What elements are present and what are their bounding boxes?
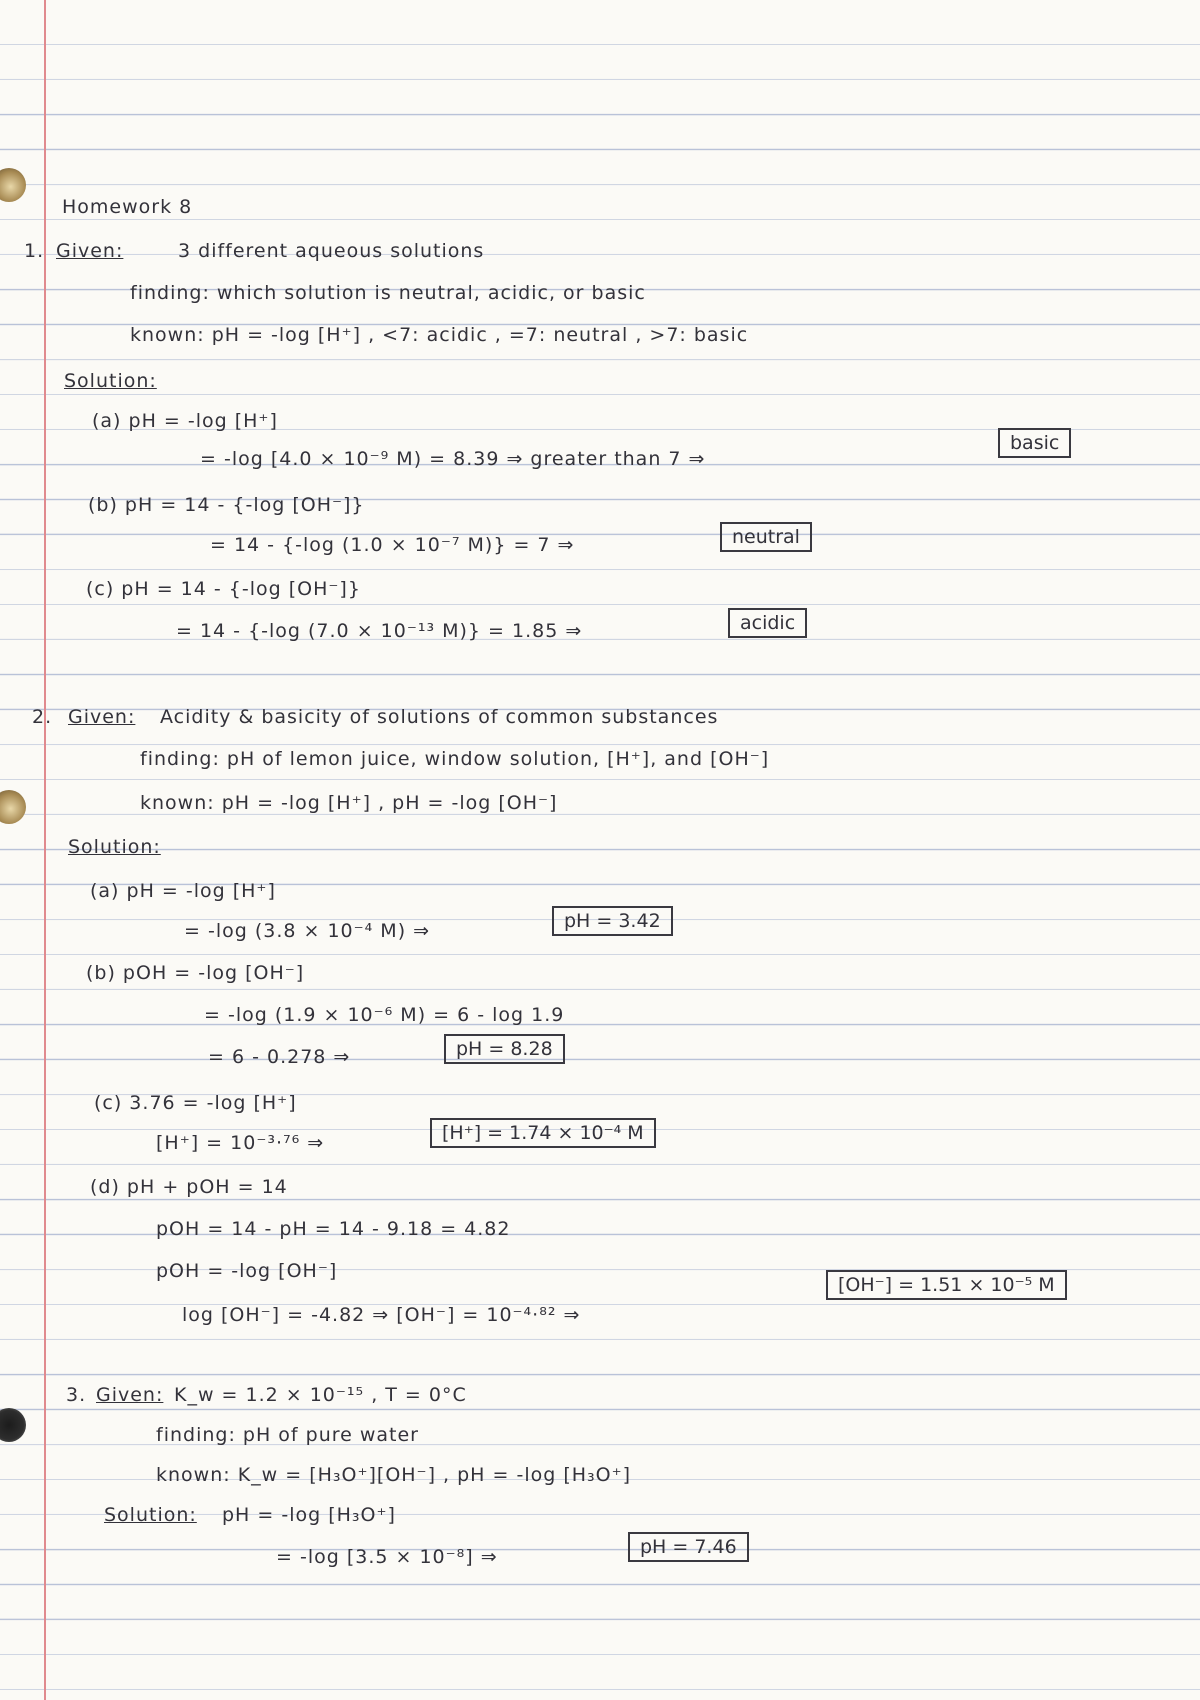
problem-2-answer-b: pH = 8.28 [444, 1034, 565, 1064]
problem-3-line-2: = -log [3.5 × 10⁻⁸] ⇒ [276, 1546, 498, 1568]
problem-2-line-c1: (c) 3.76 = -log [H⁺] [94, 1092, 297, 1114]
problem-1-given: 3 different aqueous solutions [178, 240, 485, 262]
problem-1-line-c2: = 14 - {-log (7.0 × 10⁻¹³ M)} = 1.85 ⇒ [176, 620, 583, 642]
problem-2-line-b2: = -log (1.9 × 10⁻⁶ M) = 6 - log 1.9 [204, 1004, 565, 1026]
problem-2-line-c2: [H⁺] = 10⁻³·⁷⁶ ⇒ [156, 1132, 325, 1154]
problem-1-answer-b: neutral [720, 522, 812, 552]
problem-2-line-b3: = 6 - 0.278 ⇒ [208, 1046, 351, 1068]
problem-2-solution-label: Solution: [68, 836, 161, 858]
problem-1-answer-c: acidic [728, 608, 807, 638]
problem-2-answer-a: pH = 3.42 [552, 906, 673, 936]
problem-2-line-d4: log [OH⁻] = -4.82 ⇒ [OH⁻] = 10⁻⁴·⁸² ⇒ [182, 1304, 581, 1326]
problem-1-line-b2: = 14 - {-log (1.0 × 10⁻⁷ M)} = 7 ⇒ [210, 534, 575, 556]
problem-3-given-label: Given: [96, 1384, 164, 1406]
binder-hole [0, 790, 26, 824]
problem-2-line-a1: (a) pH = -log [H⁺] [90, 880, 276, 902]
problem-2-line-d1: (d) pH + pOH = 14 [90, 1176, 288, 1198]
problem-2-line-d3: pOH = -log [OH⁻] [156, 1260, 338, 1282]
problem-2-line-a2: = -log (3.8 × 10⁻⁴ M) ⇒ [184, 920, 431, 942]
problem-2-known: known: pH = -log [H⁺] , pH = -log [OH⁻] [140, 792, 558, 814]
problem-2-given-label: Given: [68, 706, 136, 728]
margin-line [44, 0, 46, 1700]
problem-1-given-label: Given: [56, 240, 124, 262]
problem-2-answer-c: [H⁺] = 1.74 × 10⁻⁴ M [430, 1118, 656, 1148]
problem-3-answer: pH = 7.46 [628, 1532, 749, 1562]
page-title: Homework 8 [62, 196, 193, 218]
problem-2-given: Acidity & basicity of solutions of common substances [160, 706, 719, 728]
problem-1-number: 1. [24, 240, 45, 262]
problem-1-finding: finding: which solution is neutral, acidic, or basic [130, 282, 646, 304]
problem-3-finding: finding: pH of pure water [156, 1424, 419, 1446]
problem-2-finding: finding: pH of lemon juice, window solution, [H⁺], and [OH⁻] [140, 748, 770, 770]
problem-3-number: 3. [66, 1384, 87, 1406]
binder-hole [0, 1408, 26, 1442]
problem-2-number: 2. [32, 706, 53, 728]
problem-3-line-1: pH = -log [H₃O⁺] [222, 1504, 396, 1526]
problem-2-line-b1: (b) pOH = -log [OH⁻] [86, 962, 305, 984]
problem-1-line-a1: (a) pH = -log [H⁺] [92, 410, 278, 432]
problem-3-known: known: K_w = [H₃O⁺][OH⁻] , pH = -log [H₃O⁺] [156, 1464, 632, 1486]
problem-1-solution-label: Solution: [64, 370, 157, 392]
problem-1-answer-a: basic [998, 428, 1071, 458]
problem-2-line-d2: pOH = 14 - pH = 14 - 9.18 = 4.82 [156, 1218, 511, 1240]
problem-3-given: K_w = 1.2 × 10⁻¹⁵ , T = 0°C [174, 1384, 467, 1406]
problem-1-known: known: pH = -log [H⁺] , <7: acidic , =7: neutral , >7: basic [130, 324, 749, 346]
problem-1-line-a2: = -log [4.0 × 10⁻⁹ M) = 8.39 ⇒ greater than 7 ⇒ [200, 448, 706, 470]
binder-hole [0, 168, 26, 202]
problem-3-solution-label: Solution: [104, 1504, 197, 1526]
problem-1-line-c1: (c) pH = 14 - {-log [OH⁻]} [86, 578, 361, 600]
problem-2-answer-d: [OH⁻] = 1.51 × 10⁻⁵ M [826, 1270, 1067, 1300]
problem-1-line-b1: (b) pH = 14 - {-log [OH⁻]} [88, 494, 365, 516]
